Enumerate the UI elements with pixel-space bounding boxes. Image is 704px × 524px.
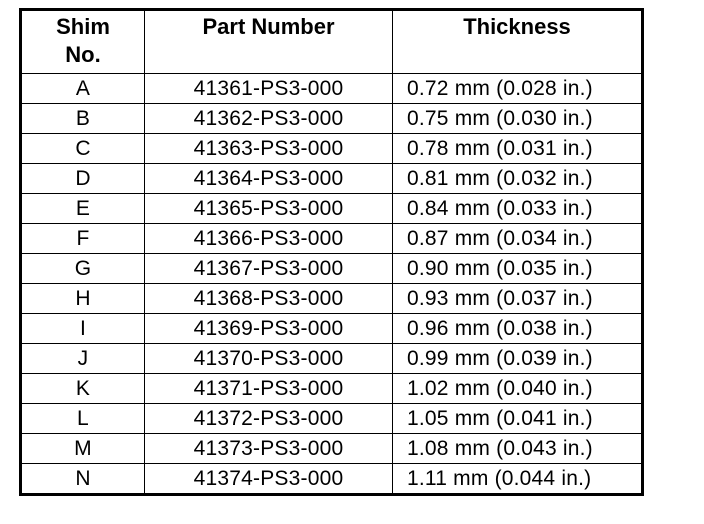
table-row [21,164,643,194]
cell-shim-no: J [21,344,145,374]
table-row [21,104,643,134]
cell-shim-no: F [21,224,145,254]
cell-shim-no: A [21,74,145,104]
cell-shim-no: N [21,464,145,495]
cell-shim-no: E [21,194,145,224]
cell-part-number: 41364-PS3-000 [145,164,393,194]
cell-part-number: 41361-PS3-000 [145,74,393,104]
table-header [21,10,643,74]
cell-thickness: 1.02 mm (0.040 in.) [393,374,643,404]
cell-shim-no: D [21,164,145,194]
cell-thickness: 1.05 mm (0.041 in.) [393,404,643,434]
cell-part-number: 41362-PS3-000 [145,104,393,134]
shim-table [19,8,644,496]
table-row [21,254,643,284]
cell-thickness: 1.08 mm (0.043 in.) [393,434,643,464]
table-row [21,194,643,224]
header-part-number: Part Number [145,10,393,74]
cell-thickness: 0.72 mm (0.028 in.) [393,74,643,104]
cell-thickness: 0.93 mm (0.037 in.) [393,284,643,314]
cell-thickness: 1.11 mm (0.044 in.) [393,464,643,495]
cell-thickness: 0.99 mm (0.039 in.) [393,344,643,374]
cell-part-number: 41374-PS3-000 [145,464,393,495]
cell-part-number: 41372-PS3-000 [145,404,393,434]
header-thickness: Thickness [393,10,643,74]
header-shim-line2: No. [65,42,101,67]
cell-thickness: 0.78 mm (0.031 in.) [393,134,643,164]
cell-part-number: 41369-PS3-000 [145,314,393,344]
cell-shim-no: M [21,434,145,464]
cell-part-number: 41373-PS3-000 [145,434,393,464]
table-row [21,434,643,464]
cell-part-number: 41367-PS3-000 [145,254,393,284]
table-body [21,74,643,495]
table-row [21,74,643,104]
table-row [21,284,643,314]
cell-part-number: 41370-PS3-000 [145,344,393,374]
cell-thickness: 0.96 mm (0.038 in.) [393,314,643,344]
cell-shim-no: L [21,404,145,434]
cell-part-number: 41365-PS3-000 [145,194,393,224]
table-row [21,314,643,344]
cell-part-number: 41368-PS3-000 [145,284,393,314]
cell-part-number: 41363-PS3-000 [145,134,393,164]
table-row [21,134,643,164]
cell-part-number: 41371-PS3-000 [145,374,393,404]
table-row [21,374,643,404]
cell-shim-no: I [21,314,145,344]
cell-shim-no: H [21,284,145,314]
cell-shim-no: K [21,374,145,404]
cell-thickness: 0.87 mm (0.034 in.) [393,224,643,254]
cell-thickness: 0.81 mm (0.032 in.) [393,164,643,194]
header-row [21,10,643,74]
table-row [21,224,643,254]
cell-shim-no: B [21,104,145,134]
cell-thickness: 0.75 mm (0.030 in.) [393,104,643,134]
table-row [21,464,643,495]
cell-thickness: 0.90 mm (0.035 in.) [393,254,643,284]
cell-part-number: 41366-PS3-000 [145,224,393,254]
table-row [21,344,643,374]
header-shim-no [21,10,145,74]
cell-shim-no: G [21,254,145,284]
header-shim-line1: Shim [56,14,110,39]
cell-thickness: 0.84 mm (0.033 in.) [393,194,643,224]
cell-shim-no: C [21,134,145,164]
table-row [21,404,643,434]
